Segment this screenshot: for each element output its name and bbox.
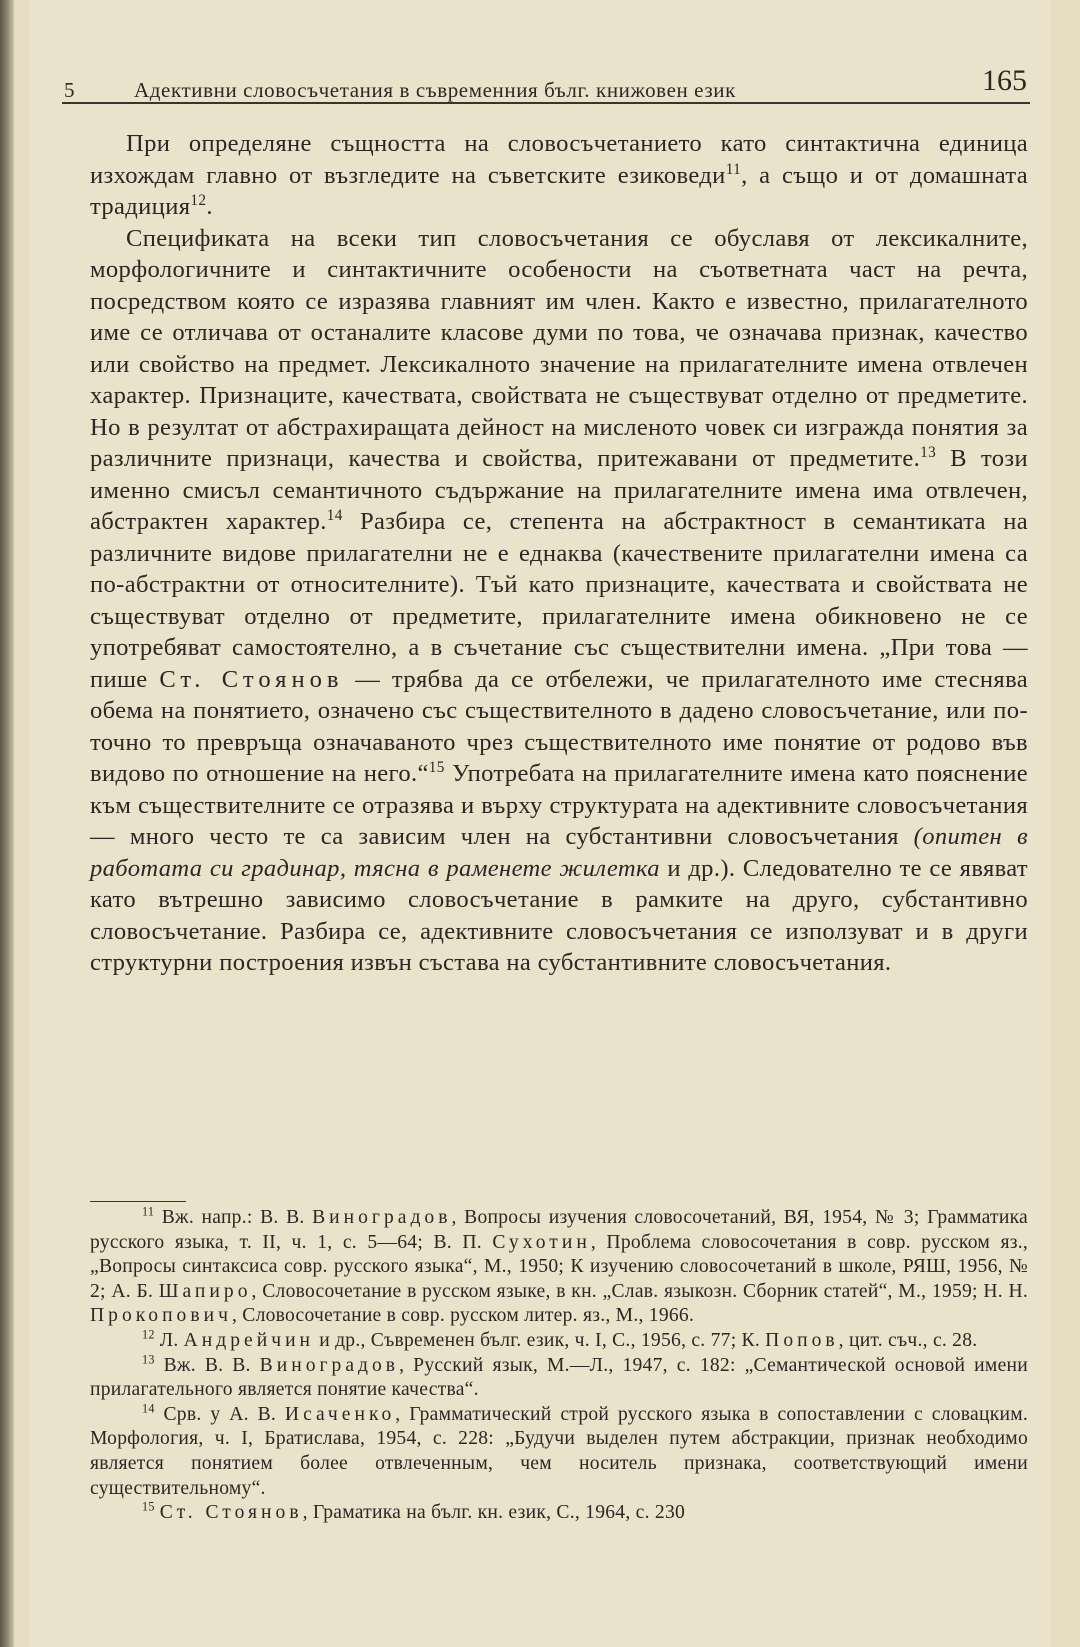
paragraph-2 [90,223,1028,979]
footnote-13 [90,1354,1028,1403]
footnote-text: , Грамматический строй русского языка в сопоставлении с словацким. Морфология, ч. I, Братислава, 1954, с. 228: „Будучи выделен путем абстракции, признак необходимо является понятием более отвлеченным, чем носитель признака, соответствующий имени существительному“. [90,1403,1028,1499]
footnote-text: , Проблема словосочетания в совр. русском яз., „Вопросы синтаксиса совр. русского языка“, М., 1950; К изучению словосочетаний в школе, РЯШ, 1956, № 2; А. Б. [90,1231,1028,1302]
footnote-text: , Вопросы изучения словосочетаний, ВЯ, 1954, № 3; Грамматика русского языка, т. II, ч. 1, с. 5—64; В. П. [90,1207,1028,1253]
footnote-text: Л. [154,1329,184,1351]
footnote-ref-14: 14 [326,506,343,524]
paragraph-2-text-b: В този именно смисъл семантичното съдържание на прилагателните имена има отвлечен, абстрактен характер. [90,445,1028,535]
paragraph-2-text-f: и др.). Следователно те се явяват като вътрешно зависимо словосъчетание в рамките на друго, субстантивно словосъчетание. Разбира се, адективните словосъчетания се използуват и в други структурни построения извън състава на субстантивните словосъчетания. [90,854,1028,976]
footnote-text: , Словосочетание в русском языке, в кн. „Слав. языкозн. Сборник статей“, М., 1959; Н. Н. [251,1280,1029,1302]
footnote-14 [90,1403,1028,1501]
footnote-text: Срв. у А. В. [154,1403,285,1425]
footnote-separator [90,1201,186,1202]
footnote-ref-12: 12 [190,191,207,209]
footnote-number: 13 [142,1352,155,1367]
paragraph-1 [90,128,1028,223]
footnote-text: и др., Съвременен бълг. език, ч. I, С., 1956, с. 77; К. [314,1329,766,1351]
footnote-author: Попов [765,1329,839,1351]
footnote-author: Исаченко [284,1403,396,1425]
footnote-text: , Русский язык, М.—Л., 1947, с. 182: „Семантической основой имени прилагательного является понятие качества“. [90,1354,1028,1401]
footnote-author: Прокопович [90,1305,232,1327]
footnote-11 [90,1206,1028,1329]
footnote-author: Сухотин [492,1231,591,1253]
footnote-text: , цит. съч., с. 28. [838,1329,978,1351]
footnote-author: Виноградов [259,1354,400,1376]
paragraph-1-text-end: . [206,193,213,220]
main-text [90,128,1028,979]
quoted-author: Ст. Стоянов [159,665,344,693]
page-number: 165 [982,64,1027,97]
footnote-12 [90,1329,1028,1354]
section-number: 5 [64,78,75,102]
footnote-number: 15 [142,1499,155,1514]
paragraph-2-text-c: Разбира се, степента на абстрактност в семантиката на различните видове прилагателни не е еднаква (качествените прилагателни имена са по-абстрактни от относителните). Тъй като признаците, качествата и свойствата не съществуват отделно от предметите, прилагателните имена обикновено не се употребяват самостоятелно, а в съчетание със съществителни имена. „При това — пише [90,508,1028,693]
book-page [30,0,1050,1647]
paragraph-2-text-e: Употребата на прилагателните имена като пояснение към съществителните се отразява и върху структурата на адективните словосъчетания — много често те са зависим член на субстантивни словосъчетания [90,760,1029,850]
footnote-ref-15: 15 [428,758,445,776]
footnote-ref-13: 13 [920,443,937,461]
paragraph-1-text: При определяне същността на словосъчетанието като синтактична единица изхождам главно от възгледите на съветските езиковеди [90,130,1028,189]
footnote-ref-11: 11 [725,160,742,178]
footnote-text: Вж. В. В. [154,1354,260,1376]
footnote-author: Шапиро [158,1280,252,1302]
footnote-15 [90,1501,1028,1526]
footnote-text: , Граматика на бълг. кн. език, С., 1964, с. 230 [302,1502,686,1524]
footnotes [90,1206,1028,1526]
paragraph-1-text-cont: , а също и от домашната традиция [90,161,1028,220]
italic-examples: (опитен в работата си градинар, тясна в раменете жилетка [90,823,1028,882]
paragraph-2-text: Спецификата на всеки тип словосъчетания се обуславя от лексикалните, морфологичните и синтактичните особености на съответната част на речта, посредством която се изразява главният им член. Както е известно, прилагателното име се отличава от останалите класове думи по това, че означава признак, качество или свойство на предмет. Лексикалното значение на прилагателните имена отвлечен характер. Признаците, качествата, свойствата не съществуват отделно от предметите. Но в резултат от абстрахиращата дейност на мисленото човек си изгражда понятия за различните признаци, качества и свойства, притежавани от предметите. [90,224,1028,472]
footnote-author: Виноградов [312,1207,452,1228]
footnote-number: 14 [142,1401,155,1416]
footnote-author: Андрейчин [183,1329,315,1351]
running-header [62,62,1030,104]
footnote-number: 11 [142,1204,155,1219]
paragraph-2-text-d: — трябва да се отбележи, че прилагателното име стеснява обема на понятието, означено със съществителното в дадено словосъчетание, или по-точно то превръща означаваното чрез съществителното име понятие от родово във видово по отношение на него.“ [90,665,1028,787]
footnote-number: 12 [142,1327,155,1342]
footnote-author: Ст. Стоянов [159,1502,303,1524]
footnote-text: , Словосочетание в совр. русском литер. яз., М., 1966. [231,1305,695,1327]
book-binding-shadow [0,0,14,1647]
footnote-text: Вж. напр.: В. В. [154,1207,313,1228]
running-title: Адективни словосъчетания в съвременния бълг. книжовен език [134,78,736,102]
